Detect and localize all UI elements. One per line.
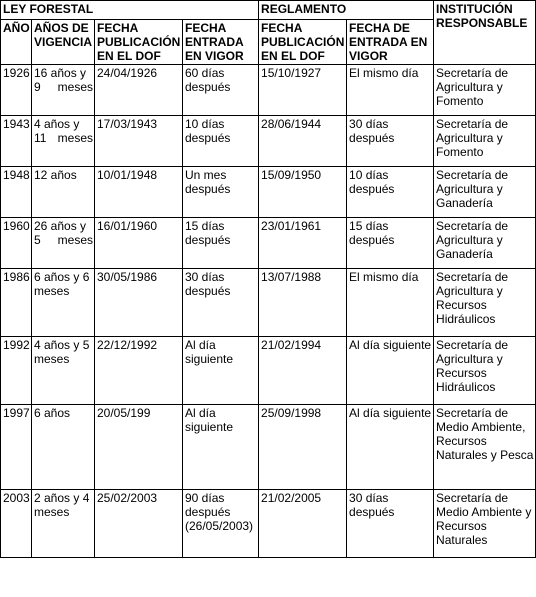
table-row [1, 337, 536, 405]
table-row [1, 405, 536, 490]
cell-anio: 1926 [1, 65, 32, 116]
cell-vigencia: 12 años [32, 167, 95, 218]
cell-institucion: Secretaría de Agricultura y Recursos Hidráulicos [434, 337, 536, 405]
cell-anio: 1997 [1, 405, 32, 490]
cell-vigencia: 26 años y 5 meses [32, 218, 95, 269]
cell-fecha-publicacion: 17/03/1943 [95, 116, 183, 167]
cell-vigencia: 4 años y 5 meses [32, 337, 95, 405]
table-row [1, 269, 536, 337]
cell-fecha-publicacion: 30/05/1986 [95, 269, 183, 337]
cell-institucion: Secretaría de Agricultura y Fomento [434, 116, 536, 167]
cell-institucion: Secretaría de Medio Ambiente y Recursos Naturales [434, 490, 536, 558]
table-row [1, 65, 536, 116]
cell-reg-publicacion: 28/06/1944 [259, 116, 347, 167]
cell-reg-entrada: El mismo día [347, 65, 434, 116]
header-institucion: INSTITUCIÓN RESPONSABLE [434, 1, 536, 65]
table-row [1, 218, 536, 269]
cell-reg-publicacion: 15/10/1927 [259, 65, 347, 116]
cell-institucion: Secretaría de Agricultura y Ganadería [434, 167, 536, 218]
cell-reg-entrada: Al día siguiente [347, 337, 434, 405]
header-vigencia: AÑOS DE VIGENCIA [32, 20, 95, 65]
table-row [1, 167, 536, 218]
cell-fecha-entrada: Al día siguiente [183, 337, 259, 405]
cell-reg-entrada: 15 días después [347, 218, 434, 269]
header-reg-publicacion: FECHA PUBLICACIÓN EN EL DOF [259, 20, 347, 65]
cell-fecha-publicacion: 20/05/199 [95, 405, 183, 490]
cell-fecha-entrada: 30 días después [183, 269, 259, 337]
cell-fecha-publicacion: 22/12/1992 [95, 337, 183, 405]
cell-reg-publicacion: 25/09/1998 [259, 405, 347, 490]
group-reglamento: REGLAMENTO [259, 1, 434, 20]
cell-reg-entrada: 30 días después [347, 490, 434, 558]
cell-anio: 1992 [1, 337, 32, 405]
cell-fecha-entrada: 10 días después [183, 116, 259, 167]
cell-reg-publicacion: 21/02/1994 [259, 337, 347, 405]
cell-institucion: Secretaría de Agricultura y Fomento [434, 65, 536, 116]
cell-anio: 1948 [1, 167, 32, 218]
cell-vigencia: 6 años [32, 405, 95, 490]
cell-fecha-entrada: Un mes después [183, 167, 259, 218]
cell-fecha-publicacion: 25/02/2003 [95, 490, 183, 558]
cell-vigencia: 16 años y 9 meses [32, 65, 95, 116]
cell-fecha-entrada: 90 días después (26/05/2003) [183, 490, 259, 558]
cell-reg-entrada: El mismo día [347, 269, 434, 337]
cell-reg-entrada: Al día siguiente [347, 405, 434, 490]
cell-anio: 1943 [1, 116, 32, 167]
cell-vigencia: 4 años y 11 meses [32, 116, 95, 167]
cell-fecha-entrada: 60 días después [183, 65, 259, 116]
cell-fecha-entrada: 15 días después [183, 218, 259, 269]
header-fecha-publicacion: FECHA PUBLICACIÓN EN EL DOF [95, 20, 183, 65]
table-row [1, 490, 536, 558]
cell-institucion: Secretaría de Medio Ambiente, Recursos Naturales y Pesca [434, 405, 536, 490]
cell-reg-entrada: 30 días después [347, 116, 434, 167]
cell-fecha-publicacion: 24/04/1926 [95, 65, 183, 116]
cell-institucion: Secretaría de Agricultura y Ganadería [434, 218, 536, 269]
cell-reg-publicacion: 15/09/1950 [259, 167, 347, 218]
header-reg-entrada: FECHA DE ENTRADA EN VIGOR [347, 20, 434, 65]
cell-fecha-entrada: Al día siguiente [183, 405, 259, 490]
group-ley-forestal: LEY FORESTAL [1, 1, 259, 20]
cell-anio: 1986 [1, 269, 32, 337]
cell-vigencia: 6 años y 6 meses [32, 269, 95, 337]
cell-anio: 2003 [1, 490, 32, 558]
cell-fecha-publicacion: 16/01/1960 [95, 218, 183, 269]
cell-reg-publicacion: 21/02/2005 [259, 490, 347, 558]
cell-anio: 1960 [1, 218, 32, 269]
header-anio: AÑO [1, 20, 32, 65]
cell-vigencia: 2 años y 4 meses [32, 490, 95, 558]
cell-reg-entrada: 10 días después [347, 167, 434, 218]
cell-reg-publicacion: 23/01/1961 [259, 218, 347, 269]
header-fecha-entrada: FECHA ENTRADA EN VIGOR [183, 20, 259, 65]
cell-fecha-publicacion: 10/01/1948 [95, 167, 183, 218]
cell-institucion: Secretaría de Agricultura y Recursos Hidráulicos [434, 269, 536, 337]
cell-reg-publicacion: 13/07/1988 [259, 269, 347, 337]
table-row [1, 116, 536, 167]
